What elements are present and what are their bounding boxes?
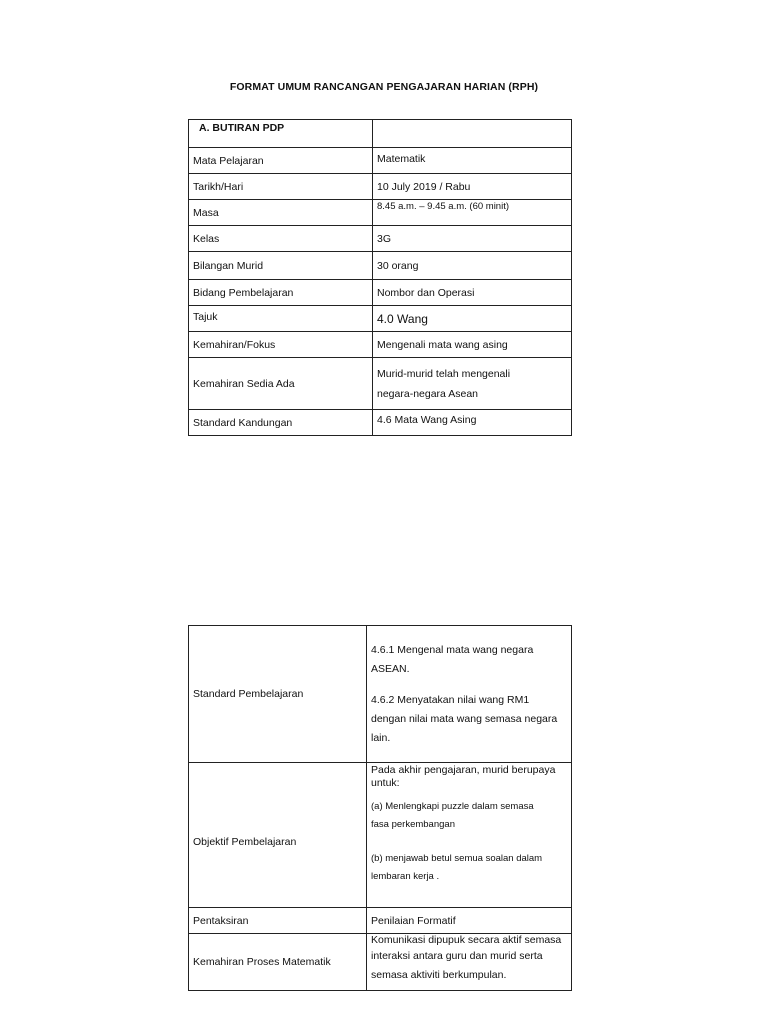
text-line: (b) menjawab betul semua soalan dalam (371, 853, 543, 864)
text-line: fasa perkembangan (371, 819, 455, 830)
text-line: ASEAN. (371, 662, 410, 675)
text-line: Komunikasi dipupuk secara aktif semasa (371, 934, 562, 946)
row-value: Mengenali mata wang asing (373, 332, 572, 358)
section-a-header-empty (373, 120, 572, 148)
row-value: Matematik (373, 148, 572, 174)
row-value: 8.45 a.m. – 9.45 a.m. (60 minit) (373, 200, 572, 226)
text-line: semasa aktiviti berkumpulan. (371, 969, 507, 981)
text-line: interaksi antara guru dan murid serta (371, 950, 543, 962)
row-label: Standard Kandungan (189, 410, 373, 436)
standard-pembelajaran-label: Standard Pembelajaran (189, 626, 367, 763)
proses-label: Kemahiran Proses Matematik (189, 934, 367, 991)
value-line: Murid-murid telah mengenali (377, 367, 511, 380)
text-line: Pada akhir pengajaran, murid berupaya (371, 764, 556, 776)
section-a-header: A. BUTIRAN PDP (189, 120, 373, 148)
row-label: Kemahiran Sedia Ada (189, 358, 373, 410)
text-line: dengan nilai mata wang semasa negara (371, 712, 558, 725)
row-label: Kelas (189, 226, 373, 252)
butiran-pdp-table (188, 119, 572, 436)
row-label: Tajuk (189, 306, 373, 332)
row-label: Masa (189, 200, 373, 226)
row-value: 30 orang (373, 252, 572, 280)
row-value: 3G (373, 226, 572, 252)
row-label: Bilangan Murid (189, 252, 373, 280)
row-value: 4.0 Wang (373, 306, 572, 332)
row-label: Kemahiran/Fokus (189, 332, 373, 358)
text-line: lain. (371, 731, 391, 744)
text-line: (a) Menlengkapi puzzle dalam semasa (371, 801, 534, 812)
value-line: negara-negara Asean (377, 387, 478, 400)
row-label: Bidang Pembelajaran (189, 280, 373, 306)
text-line: 4.6.1 Mengenal mata wang negara (371, 643, 534, 656)
objektif-value (367, 763, 572, 908)
row-value (373, 358, 572, 410)
document-title: FORMAT UMUM RANCANGAN PENGAJARAN HARIAN (RPH) (229, 81, 539, 93)
text-line: untuk: (371, 777, 400, 789)
row-value: Nombor dan Operasi (373, 280, 572, 306)
row-label: Mata Pelajaran (189, 148, 373, 174)
text-line: lembaran kerja . (371, 871, 440, 882)
pembelajaran-table (188, 625, 572, 991)
pentaksiran-value: Penilaian Formatif (367, 908, 572, 934)
standard-pembelajaran-value (367, 626, 572, 763)
pentaksiran-label: Pentaksiran (189, 908, 367, 934)
objektif-label: Objektif Pembelajaran (189, 763, 367, 908)
row-label: Tarikh/Hari (189, 174, 373, 200)
row-value: 10 July 2019 / Rabu (373, 174, 572, 200)
text-line: 4.6.2 Menyatakan nilai wang RM1 (371, 693, 530, 706)
proses-value (367, 934, 572, 991)
row-value: 4.6 Mata Wang Asing (373, 410, 572, 436)
